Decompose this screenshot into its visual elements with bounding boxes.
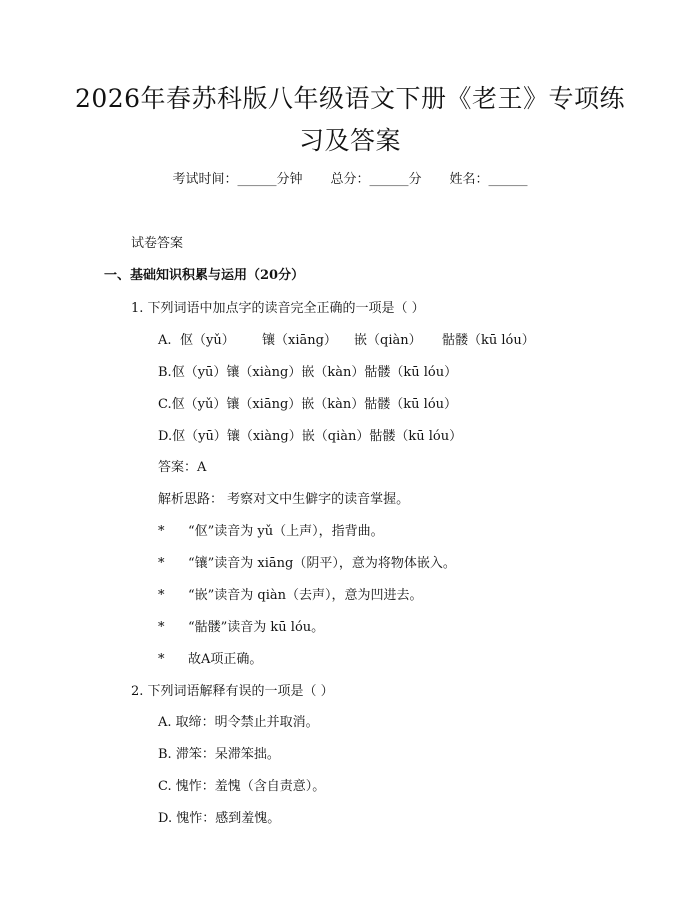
part-heading: 一、基础知识积累与运用（20分）: [104, 268, 305, 283]
student-name: 姓名：______: [449, 172, 528, 187]
exam-time: 考试时间：______分钟: [172, 172, 303, 187]
question-1-option-d: D.伛（yū）镶（xiàng）嵌（qiàn）骷髅（kū lóu）: [158, 429, 463, 444]
question-2-stem: 2. 下列词语解释有误的一项是（ ）: [131, 684, 334, 699]
question-1-answer: 答案：A: [158, 460, 207, 475]
analysis-point: * 故A项正确。: [158, 652, 263, 667]
question-1-analysis: 解析思路： 考察对文中生僻字的读音掌握。: [158, 492, 410, 507]
document-title: 2026年春苏科版八年级语文下册《老王》专项练习及答案: [74, 84, 626, 155]
question-1-option-c: C.伛（yǔ）镶（xiāng）嵌（kàn）骷髅（kū lóu）: [158, 397, 458, 412]
question-2-option-d: D. 愧怍：感到羞愧。: [158, 811, 281, 826]
question-1-stem: 1. 下列词语中加点字的读音完全正确的一项是（ ）: [131, 301, 425, 316]
question-1-option-b: B.伛（yū）镶（xiàng）嵌（kàn）骷髅（kū lóu）: [158, 365, 458, 380]
section-label: 试卷答案: [131, 236, 184, 251]
exam-meta: [0, 168, 700, 187]
question-2-option-b: B. 滞笨：呆滞笨拙。: [158, 747, 280, 762]
question-2-option-a: A. 取缔：明令禁止并取消。: [158, 715, 319, 730]
analysis-point: * “镶”读音为 xiāng（阴平），意为将物体嵌入。: [158, 556, 456, 571]
analysis-point: * “骷髅”读音为 kū lóu。: [158, 620, 325, 635]
question-2-option-c: C. 愧怍：羞愧（含自责意）。: [158, 779, 326, 794]
total-score: 总分：______分: [330, 172, 422, 187]
analysis-point: * “伛”读音为 yǔ（上声），指背曲。: [158, 524, 384, 539]
question-1-option-a: A. 伛（yǔ） 镶（xiāng） 嵌（qiàn） 骷髅（kū lóu）: [158, 333, 535, 348]
analysis-point: * “嵌”读音为 qiàn（去声），意为凹进去。: [158, 588, 423, 603]
